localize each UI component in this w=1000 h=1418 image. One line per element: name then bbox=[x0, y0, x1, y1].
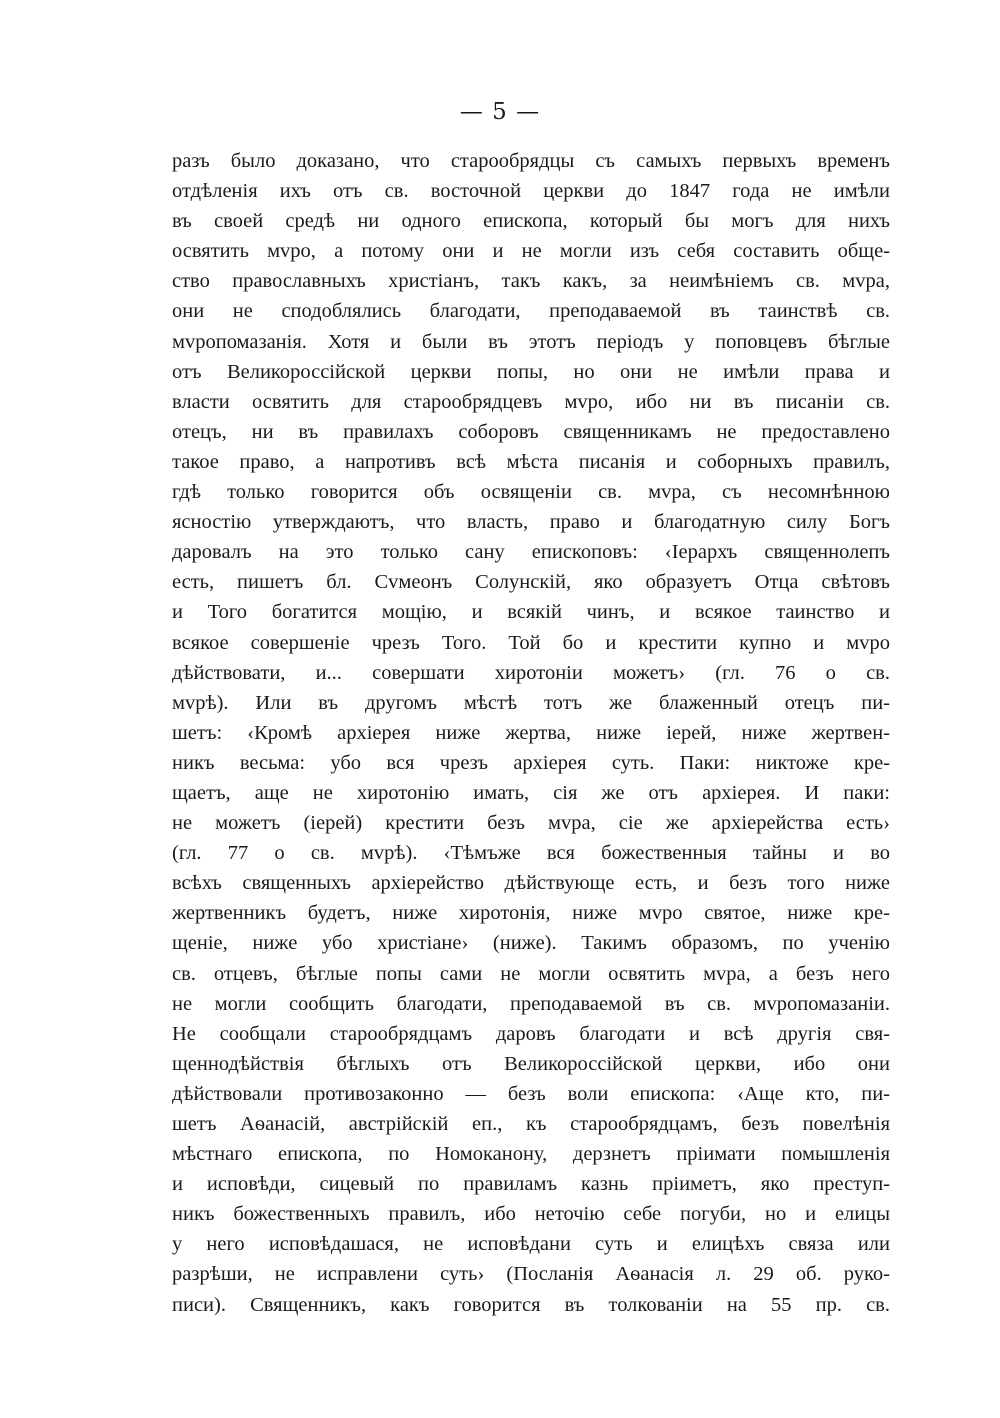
text-line: власти освятить для старообрядцевъ мvро, ибо ни въ писаніи св. bbox=[172, 390, 890, 413]
text-line: всякое совершеніе чрезъ Того. Той бо и крестити купно и мvро bbox=[172, 631, 890, 654]
text-line: писи). Священникъ, какъ говорится въ толкованіи на 55 пр. св. bbox=[172, 1293, 890, 1316]
text-line: мvрѣ). Или въ другомъ мѣстѣ тотъ же блаженный отецъ пи- bbox=[172, 691, 890, 714]
text-line: въ своей средѣ ни одного епископа, который бы могъ для нихъ bbox=[172, 210, 890, 233]
text-line: никъ весьма: убо вся чрезъ архіерея суть. Паки: никтоже кре- bbox=[172, 751, 890, 774]
text-line: щеніе, ниже убо христіане› (ниже). Такимъ образомъ, по ученію bbox=[172, 932, 890, 955]
text-line: разъ было доказано, что старообрядцы съ самыхъ первыхъ временъ bbox=[172, 150, 890, 172]
text-line: у него исповѣдашася, не исповѣдани суть и елицѣхъ связа или bbox=[172, 1233, 890, 1256]
text-line: жертвенникъ будетъ, ниже хиротонія, ниже мvро святое, ниже кре- bbox=[172, 902, 890, 925]
text-line: не можетъ (іерей) крестити безъ мvра, сіе же архіерейства есть› bbox=[172, 812, 890, 835]
text-line: никъ божественныхъ правилъ, ибо неточію себе погуби, но и елицы bbox=[172, 1203, 890, 1226]
text-line: такое право, а напротивъ всѣ мѣста писанія и соборныхъ правилъ, bbox=[172, 450, 890, 473]
text-line: дѣйствовали противозаконно — безъ воли епископа: ‹Аще кто, пи- bbox=[172, 1082, 890, 1105]
text-line: шетъ Аѳанасій, австрійскій еп., къ старообрядцамъ, безъ повелѣнія bbox=[172, 1113, 890, 1135]
text-line: и Того богатится мощію, и всякій чинъ, и всякое таинство и bbox=[172, 601, 890, 624]
text-line: (гл. 77 о св. мvрѣ). ‹Тѣмъже вся божественныя тайны и во bbox=[172, 842, 890, 865]
text-line: даровалъ на это только сану епископовъ: ‹Іерархъ священнолепъ bbox=[172, 541, 890, 564]
text-line: Не сообщали старообрядцамъ даровъ благодати и всѣ другія свя- bbox=[172, 1022, 890, 1045]
page-number: — 5 — bbox=[459, 99, 541, 125]
text-line: не могли сообщить благодати, преподаваемой въ св. мvропомазаніи. bbox=[172, 992, 890, 1015]
text-line: всѣхъ священныхъ архіерейство дѣйствующе есть, и безъ того ниже bbox=[172, 872, 890, 895]
text-line: щаетъ, аще не хиротонію имать, сія же отъ архіерея. И паки: bbox=[172, 781, 890, 804]
text-line: щеннодѣйствія бѣглыхъ отъ Великороссійской церкви, ибо они bbox=[172, 1052, 890, 1075]
text-line: они не сподоблялись благодати, преподаваемой въ таинствѣ св. bbox=[172, 300, 890, 323]
text-line: ясностію утверждаютъ, что власть, право и благодатную силу Богъ bbox=[172, 511, 890, 534]
text-line: есть, пишетъ бл. Сvмеонъ Солунскій, яко образуетъ Отца свѣтовъ bbox=[172, 571, 890, 594]
text-line: и исповѣди, сицевый по правиламъ казнь пріиметъ, яко преступ- bbox=[172, 1173, 890, 1196]
text-line: св. отцевъ, бѣглые попы сами не могли освятить мvра, а безъ него bbox=[172, 962, 890, 985]
text-line: шетъ: ‹Кромѣ архіерея ниже жертва, ниже іерей, ниже жертвен- bbox=[172, 721, 890, 744]
text-line: отецъ, ни въ правилахъ соборовъ священникамъ не предоставлено bbox=[172, 420, 890, 443]
body-text bbox=[172, 146, 890, 1320]
text-line: дѣйствовати, и... совершати хиротоніи можетъ› (гл. 76 о св. bbox=[172, 661, 890, 684]
text-line: мvропомазанія. Хотя и были въ этотъ періодъ у поповцевъ бѣглые bbox=[172, 330, 890, 353]
text-line: освятить мvро, а потому они и не могли изъ себя составить обще- bbox=[172, 240, 890, 263]
text-line: отдѣленія ихъ отъ св. восточной церкви до 1847 года не имѣли bbox=[172, 180, 890, 203]
text-line: разрѣши, не исправлени суть› (Посланія Аѳанасія л. 29 об. руко- bbox=[172, 1263, 890, 1286]
text-line: мѣстнаго епископа, по Номоканону, дерзнетъ пріимати помышленія bbox=[172, 1143, 890, 1166]
text-line: гдѣ только говорится объ освященіи св. мvра, съ несомнѣнною bbox=[172, 481, 890, 504]
text-line: ство православныхъ христіанъ, такъ какъ, за неимѣніемъ св. мvра, bbox=[172, 270, 890, 293]
text-line: отъ Великороссійской церкви попы, но они не имѣли права и bbox=[172, 360, 890, 383]
